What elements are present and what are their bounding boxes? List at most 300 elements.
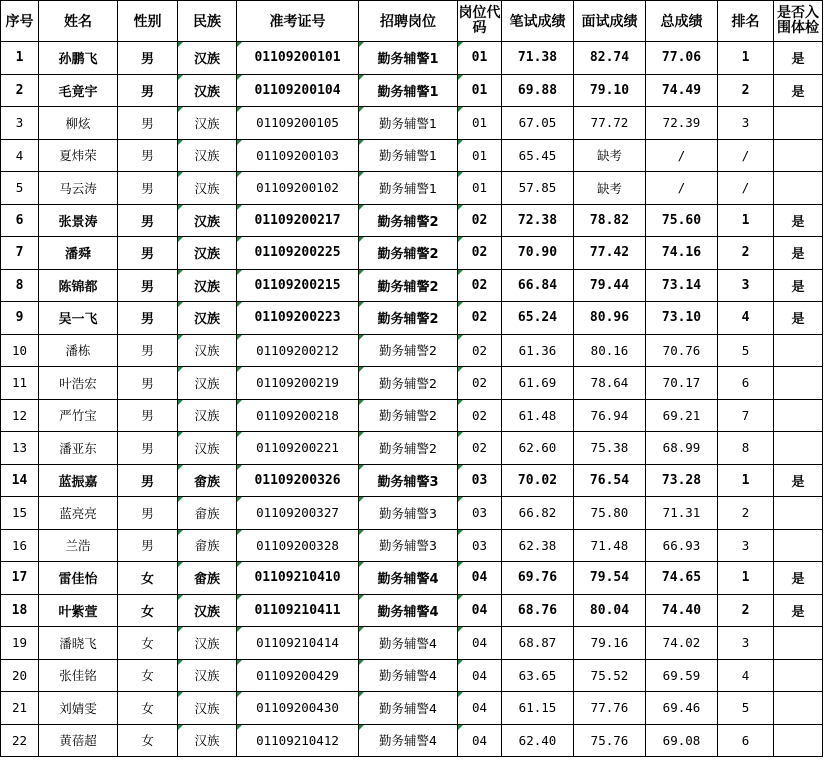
cell-exam-id: 01109210411	[237, 594, 359, 627]
cell-total-score: 74.49	[646, 74, 718, 107]
cell-interview-score: 80.04	[574, 594, 646, 627]
cell-ethnicity: 畲族	[178, 562, 237, 595]
cell-position: 勤务辅警2	[359, 204, 458, 237]
cell-position: 勤务辅警1	[359, 107, 458, 140]
header-rank: 排名	[718, 1, 774, 42]
table-row	[1, 237, 823, 270]
cell-total-score: 74.02	[646, 627, 718, 660]
cell-ethnicity: 汉族	[178, 269, 237, 302]
cell-gender: 女	[118, 562, 178, 595]
cell-position-code: 04	[458, 594, 502, 627]
cell-name: 蓝振嘉	[39, 464, 118, 497]
cell-medical-check: 是	[774, 204, 823, 237]
cell-ethnicity: 汉族	[178, 724, 237, 757]
cell-interview-score: 80.16	[574, 334, 646, 367]
table-row	[1, 204, 823, 237]
cell-total-score: 73.14	[646, 269, 718, 302]
cell-position: 勤务辅警1	[359, 172, 458, 205]
cell-gender: 男	[118, 367, 178, 400]
cell-rank: 6	[718, 367, 774, 400]
cell-rank: 7	[718, 399, 774, 432]
cell-rank: 1	[718, 42, 774, 75]
cell-total-score: 66.93	[646, 529, 718, 562]
cell-interview-score: 缺考	[574, 139, 646, 172]
cell-name: 黄蓓超	[39, 724, 118, 757]
header-exam-id: 准考证号	[237, 1, 359, 42]
cell-position: 勤务辅警4	[359, 692, 458, 725]
cell-total-score: 72.39	[646, 107, 718, 140]
cell-gender: 男	[118, 74, 178, 107]
cell-written-score: 62.38	[502, 529, 574, 562]
cell-total-score: 73.10	[646, 302, 718, 335]
cell-seq: 15	[1, 497, 39, 530]
cell-total-score: 74.65	[646, 562, 718, 595]
table-row	[1, 724, 823, 757]
cell-position-code: 02	[458, 204, 502, 237]
cell-gender: 男	[118, 497, 178, 530]
cell-name: 潘栋	[39, 334, 118, 367]
cell-seq: 8	[1, 269, 39, 302]
cell-medical-check: 是	[774, 594, 823, 627]
cell-seq: 7	[1, 237, 39, 270]
cell-gender: 男	[118, 269, 178, 302]
cell-position: 勤务辅警4	[359, 659, 458, 692]
cell-medical-check: 是	[774, 237, 823, 270]
cell-rank: 1	[718, 464, 774, 497]
table-row	[1, 627, 823, 660]
header-seq: 序号	[1, 1, 39, 42]
cell-name: 雷佳怡	[39, 562, 118, 595]
table-row	[1, 269, 823, 302]
cell-exam-id: 01109200217	[237, 204, 359, 237]
cell-exam-id: 01109200223	[237, 302, 359, 335]
cell-medical-check	[774, 139, 823, 172]
cell-exam-id: 01109200212	[237, 334, 359, 367]
cell-name: 柳炫	[39, 107, 118, 140]
cell-gender: 男	[118, 529, 178, 562]
cell-seq: 10	[1, 334, 39, 367]
cell-position: 勤务辅警4	[359, 627, 458, 660]
cell-interview-score: 75.80	[574, 497, 646, 530]
cell-gender: 女	[118, 659, 178, 692]
cell-total-score: 74.40	[646, 594, 718, 627]
cell-total-score: 75.60	[646, 204, 718, 237]
cell-total-score: 74.16	[646, 237, 718, 270]
table-row	[1, 139, 823, 172]
cell-gender: 男	[118, 432, 178, 465]
cell-position-code: 04	[458, 724, 502, 757]
cell-ethnicity: 汉族	[178, 237, 237, 270]
cell-ethnicity: 畲族	[178, 497, 237, 530]
cell-name: 陈锦都	[39, 269, 118, 302]
cell-written-score: 70.90	[502, 237, 574, 270]
cell-seq: 20	[1, 659, 39, 692]
cell-interview-score: 75.76	[574, 724, 646, 757]
cell-medical-check	[774, 172, 823, 205]
cell-seq: 2	[1, 74, 39, 107]
cell-written-score: 70.02	[502, 464, 574, 497]
cell-medical-check	[774, 692, 823, 725]
cell-total-score: 68.99	[646, 432, 718, 465]
cell-name: 潘晓飞	[39, 627, 118, 660]
cell-position-code: 01	[458, 139, 502, 172]
cell-interview-score: 76.94	[574, 399, 646, 432]
results-body	[1, 42, 823, 757]
cell-rank: 2	[718, 237, 774, 270]
header-total-score: 总成绩	[646, 1, 718, 42]
cell-position: 勤务辅警2	[359, 334, 458, 367]
cell-position-code: 02	[458, 399, 502, 432]
table-row	[1, 659, 823, 692]
cell-position-code: 02	[458, 367, 502, 400]
cell-total-score: /	[646, 172, 718, 205]
cell-seq: 12	[1, 399, 39, 432]
cell-exam-id: 01109200219	[237, 367, 359, 400]
cell-seq: 14	[1, 464, 39, 497]
cell-position-code: 03	[458, 497, 502, 530]
cell-interview-score: 80.96	[574, 302, 646, 335]
cell-seq: 18	[1, 594, 39, 627]
cell-name: 叶浩宏	[39, 367, 118, 400]
cell-name: 蓝亮亮	[39, 497, 118, 530]
cell-rank: /	[718, 172, 774, 205]
cell-position: 勤务辅警4	[359, 594, 458, 627]
cell-total-score: 69.21	[646, 399, 718, 432]
cell-gender: 男	[118, 139, 178, 172]
cell-interview-score: 77.72	[574, 107, 646, 140]
cell-ethnicity: 汉族	[178, 692, 237, 725]
cell-written-score: 69.76	[502, 562, 574, 595]
cell-seq: 6	[1, 204, 39, 237]
table-row	[1, 42, 823, 75]
cell-gender: 男	[118, 107, 178, 140]
cell-written-score: 72.38	[502, 204, 574, 237]
cell-position: 勤务辅警4	[359, 562, 458, 595]
cell-exam-id: 01109200105	[237, 107, 359, 140]
cell-rank: 4	[718, 659, 774, 692]
header-written-score: 笔试成绩	[502, 1, 574, 42]
cell-seq: 16	[1, 529, 39, 562]
cell-written-score: 69.88	[502, 74, 574, 107]
cell-position: 勤务辅警2	[359, 269, 458, 302]
cell-rank: 3	[718, 107, 774, 140]
cell-position-code: 04	[458, 659, 502, 692]
cell-seq: 5	[1, 172, 39, 205]
cell-written-score: 61.48	[502, 399, 574, 432]
cell-rank: /	[718, 139, 774, 172]
cell-position-code: 02	[458, 302, 502, 335]
cell-medical-check	[774, 367, 823, 400]
cell-seq: 1	[1, 42, 39, 75]
cell-position: 勤务辅警3	[359, 529, 458, 562]
cell-gender: 女	[118, 627, 178, 660]
cell-name: 毛竟宇	[39, 74, 118, 107]
cell-ethnicity: 汉族	[178, 74, 237, 107]
cell-rank: 5	[718, 334, 774, 367]
cell-gender: 男	[118, 42, 178, 75]
cell-rank: 1	[718, 204, 774, 237]
cell-exam-id: 01109200218	[237, 399, 359, 432]
cell-total-score: 69.46	[646, 692, 718, 725]
cell-exam-id: 01109200102	[237, 172, 359, 205]
cell-interview-score: 78.82	[574, 204, 646, 237]
table-row	[1, 432, 823, 465]
cell-position-code: 04	[458, 562, 502, 595]
cell-name: 马云涛	[39, 172, 118, 205]
cell-rank: 3	[718, 529, 774, 562]
table-row	[1, 399, 823, 432]
cell-rank: 2	[718, 74, 774, 107]
cell-interview-score: 71.48	[574, 529, 646, 562]
cell-exam-id: 01109200103	[237, 139, 359, 172]
cell-written-score: 61.15	[502, 692, 574, 725]
cell-position: 勤务辅警2	[359, 367, 458, 400]
cell-medical-check	[774, 627, 823, 660]
cell-rank: 2	[718, 594, 774, 627]
cell-total-score: 70.17	[646, 367, 718, 400]
cell-ethnicity: 汉族	[178, 399, 237, 432]
cell-position-code: 01	[458, 172, 502, 205]
cell-written-score: 66.84	[502, 269, 574, 302]
cell-position-code: 02	[458, 269, 502, 302]
cell-written-score: 65.24	[502, 302, 574, 335]
cell-position: 勤务辅警3	[359, 464, 458, 497]
cell-medical-check	[774, 399, 823, 432]
cell-name: 严竹宝	[39, 399, 118, 432]
table-row	[1, 497, 823, 530]
table-row	[1, 594, 823, 627]
cell-position: 勤务辅警1	[359, 74, 458, 107]
cell-rank: 6	[718, 724, 774, 757]
cell-position: 勤务辅警2	[359, 432, 458, 465]
cell-position: 勤务辅警1	[359, 42, 458, 75]
cell-interview-score: 77.42	[574, 237, 646, 270]
header-position-code: 岗位代码	[458, 1, 502, 42]
cell-interview-score: 75.38	[574, 432, 646, 465]
cell-name: 张佳铭	[39, 659, 118, 692]
cell-written-score: 66.82	[502, 497, 574, 530]
cell-gender: 男	[118, 302, 178, 335]
cell-exam-id: 01109200430	[237, 692, 359, 725]
cell-position-code: 01	[458, 107, 502, 140]
cell-written-score: 65.45	[502, 139, 574, 172]
cell-interview-score: 77.76	[574, 692, 646, 725]
cell-interview-score: 82.74	[574, 42, 646, 75]
cell-exam-id: 01109200327	[237, 497, 359, 530]
cell-seq: 17	[1, 562, 39, 595]
cell-total-score: /	[646, 139, 718, 172]
header-medical-check: 是否入围体检	[774, 1, 823, 42]
cell-ethnicity: 汉族	[178, 172, 237, 205]
table-row	[1, 302, 823, 335]
cell-written-score: 68.76	[502, 594, 574, 627]
cell-position: 勤务辅警2	[359, 399, 458, 432]
cell-written-score: 71.38	[502, 42, 574, 75]
cell-written-score: 61.36	[502, 334, 574, 367]
cell-position-code: 02	[458, 334, 502, 367]
cell-medical-check: 是	[774, 562, 823, 595]
cell-interview-score: 79.10	[574, 74, 646, 107]
cell-exam-id: 01109210410	[237, 562, 359, 595]
cell-ethnicity: 汉族	[178, 42, 237, 75]
header-name: 姓名	[39, 1, 118, 42]
cell-position: 勤务辅警2	[359, 237, 458, 270]
cell-total-score: 70.76	[646, 334, 718, 367]
cell-gender: 男	[118, 204, 178, 237]
cell-ethnicity: 汉族	[178, 334, 237, 367]
cell-rank: 8	[718, 432, 774, 465]
cell-gender: 女	[118, 724, 178, 757]
cell-position-code: 02	[458, 237, 502, 270]
cell-ethnicity: 汉族	[178, 302, 237, 335]
cell-written-score: 57.85	[502, 172, 574, 205]
header-interview-score: 面试成绩	[574, 1, 646, 42]
cell-medical-check	[774, 659, 823, 692]
cell-interview-score: 79.44	[574, 269, 646, 302]
table-row	[1, 529, 823, 562]
cell-name: 潘亚东	[39, 432, 118, 465]
table-row	[1, 74, 823, 107]
cell-exam-id: 01109200221	[237, 432, 359, 465]
table-row	[1, 562, 823, 595]
cell-ethnicity: 汉族	[178, 659, 237, 692]
cell-gender: 男	[118, 399, 178, 432]
cell-total-score: 71.31	[646, 497, 718, 530]
cell-interview-score: 79.54	[574, 562, 646, 595]
cell-seq: 9	[1, 302, 39, 335]
cell-total-score: 77.06	[646, 42, 718, 75]
cell-written-score: 67.05	[502, 107, 574, 140]
cell-exam-id: 01109200215	[237, 269, 359, 302]
cell-seq: 11	[1, 367, 39, 400]
cell-seq: 19	[1, 627, 39, 660]
cell-exam-id: 01109200225	[237, 237, 359, 270]
cell-ethnicity: 汉族	[178, 627, 237, 660]
cell-position-code: 04	[458, 692, 502, 725]
cell-position-code: 01	[458, 74, 502, 107]
cell-exam-id: 01109200326	[237, 464, 359, 497]
cell-name: 叶紫萱	[39, 594, 118, 627]
cell-medical-check: 是	[774, 269, 823, 302]
cell-name: 张景涛	[39, 204, 118, 237]
header-row	[1, 1, 823, 42]
cell-ethnicity: 畲族	[178, 529, 237, 562]
cell-position: 勤务辅警3	[359, 497, 458, 530]
cell-name: 孙鹏飞	[39, 42, 118, 75]
cell-gender: 女	[118, 692, 178, 725]
cell-written-score: 62.40	[502, 724, 574, 757]
cell-name: 兰浩	[39, 529, 118, 562]
cell-gender: 女	[118, 594, 178, 627]
cell-medical-check	[774, 107, 823, 140]
cell-name: 刘婧雯	[39, 692, 118, 725]
cell-gender: 男	[118, 464, 178, 497]
cell-ethnicity: 汉族	[178, 367, 237, 400]
cell-gender: 男	[118, 172, 178, 205]
cell-seq: 3	[1, 107, 39, 140]
cell-position: 勤务辅警1	[359, 139, 458, 172]
cell-medical-check	[774, 497, 823, 530]
cell-position-code: 01	[458, 42, 502, 75]
cell-written-score: 61.69	[502, 367, 574, 400]
cell-interview-score: 78.64	[574, 367, 646, 400]
cell-ethnicity: 汉族	[178, 139, 237, 172]
cell-interview-score: 79.16	[574, 627, 646, 660]
cell-total-score: 69.08	[646, 724, 718, 757]
cell-ethnicity: 畲族	[178, 464, 237, 497]
cell-exam-id: 01109210414	[237, 627, 359, 660]
cell-position: 勤务辅警2	[359, 302, 458, 335]
cell-medical-check	[774, 724, 823, 757]
table-row	[1, 172, 823, 205]
header-gender: 性别	[118, 1, 178, 42]
cell-seq: 21	[1, 692, 39, 725]
cell-position-code: 02	[458, 432, 502, 465]
cell-gender: 男	[118, 334, 178, 367]
cell-exam-id: 01109200328	[237, 529, 359, 562]
cell-exam-id: 01109200429	[237, 659, 359, 692]
cell-ethnicity: 汉族	[178, 204, 237, 237]
cell-position-code: 03	[458, 464, 502, 497]
cell-ethnicity: 汉族	[178, 432, 237, 465]
cell-interview-score: 75.52	[574, 659, 646, 692]
cell-ethnicity: 汉族	[178, 107, 237, 140]
cell-rank: 4	[718, 302, 774, 335]
cell-total-score: 69.59	[646, 659, 718, 692]
cell-exam-id: 01109210412	[237, 724, 359, 757]
table-row	[1, 107, 823, 140]
cell-rank: 2	[718, 497, 774, 530]
cell-seq: 22	[1, 724, 39, 757]
cell-total-score: 73.28	[646, 464, 718, 497]
cell-rank: 1	[718, 562, 774, 595]
table-row	[1, 464, 823, 497]
header-position: 招聘岗位	[359, 1, 458, 42]
cell-position: 勤务辅警4	[359, 724, 458, 757]
cell-medical-check	[774, 334, 823, 367]
cell-written-score: 63.65	[502, 659, 574, 692]
cell-seq: 4	[1, 139, 39, 172]
cell-interview-score: 缺考	[574, 172, 646, 205]
cell-name: 潘舜	[39, 237, 118, 270]
cell-interview-score: 76.54	[574, 464, 646, 497]
cell-medical-check	[774, 529, 823, 562]
cell-exam-id: 01109200101	[237, 42, 359, 75]
cell-gender: 男	[118, 237, 178, 270]
cell-exam-id: 01109200104	[237, 74, 359, 107]
table-row	[1, 692, 823, 725]
cell-medical-check: 是	[774, 74, 823, 107]
header-ethnicity: 民族	[178, 1, 237, 42]
cell-medical-check: 是	[774, 302, 823, 335]
cell-seq: 13	[1, 432, 39, 465]
cell-name: 夏炜荣	[39, 139, 118, 172]
cell-name: 吴一飞	[39, 302, 118, 335]
cell-written-score: 62.60	[502, 432, 574, 465]
cell-medical-check: 是	[774, 42, 823, 75]
cell-position-code: 04	[458, 627, 502, 660]
cell-rank: 3	[718, 627, 774, 660]
cell-rank: 3	[718, 269, 774, 302]
table-row	[1, 334, 823, 367]
cell-rank: 5	[718, 692, 774, 725]
cell-ethnicity: 汉族	[178, 594, 237, 627]
cell-medical-check: 是	[774, 464, 823, 497]
cell-medical-check	[774, 432, 823, 465]
cell-written-score: 68.87	[502, 627, 574, 660]
cell-position-code: 03	[458, 529, 502, 562]
table-row	[1, 367, 823, 400]
